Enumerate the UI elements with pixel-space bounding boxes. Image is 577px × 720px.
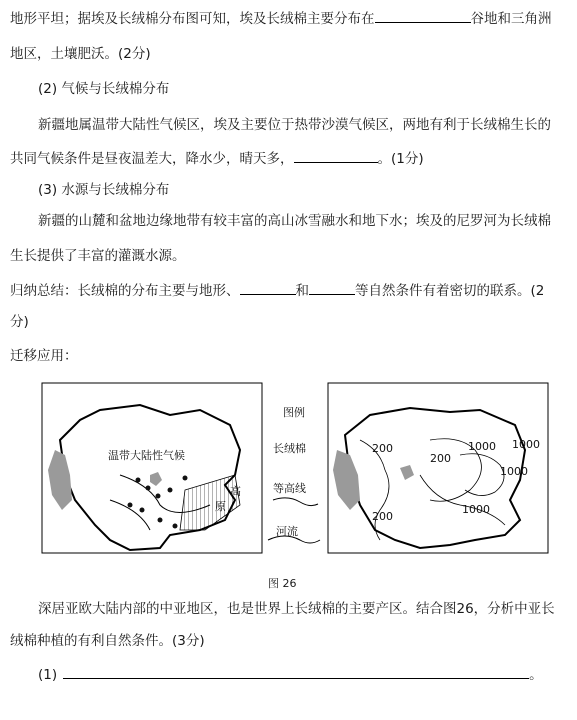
text-line-7: 新疆的山麓和盆地边缘地带有较丰富的高山冰雪融水和地下水；埃及的尼罗河为长绒棉 [38, 213, 551, 229]
answer-blank[interactable] [63, 664, 529, 679]
climate-label: 温带大陆性气候 [108, 449, 185, 462]
contour-label: 1000 [500, 465, 528, 478]
text-line-5 [10, 148, 424, 169]
right-map-outline [345, 408, 525, 548]
text-line-12: 深居亚欧大陆内部的中亚地区，也是世界上长绒棉的主要产区。结合图26，分析中亚长 [38, 601, 555, 617]
section-heading-3: (3) 水源与长绒棉分布 [38, 182, 170, 198]
text: 和 [295, 283, 309, 299]
text-line-11: 迁移应用： [10, 348, 78, 364]
contour-label: 1000 [462, 503, 490, 516]
caspian-sea-left [48, 450, 72, 510]
answer-blank[interactable] [375, 8, 471, 23]
text-line-13: 绒棉种植的有利自然条件。(3分) [10, 633, 205, 649]
text: 地形平坦；据埃及长绒棉分布图可知，埃及长绒棉主要分布在 [10, 11, 375, 27]
contour-label: 1000 [468, 440, 496, 453]
legend-contour-label: 等高线 [273, 482, 306, 495]
legend-title: 图例 [283, 406, 305, 419]
text-line-10: 分) [10, 314, 29, 330]
text-line-4: 新疆地属温带大陆性气候区，埃及主要位于热带沙漠气候区，两地有利于长绒棉生长的 [38, 117, 551, 133]
contour-1000-inner [460, 454, 504, 496]
contour-label: 1000 [512, 438, 540, 451]
contour-label: 200 [372, 510, 393, 523]
map-char-1: 高 [230, 485, 241, 498]
answer-blank[interactable] [294, 148, 378, 163]
contour-1000-south [420, 475, 505, 525]
figure-26-maps [0, 380, 577, 595]
aral-sea-right [400, 465, 414, 480]
map-char-2: 原 [215, 500, 226, 513]
contour-200 [360, 440, 389, 540]
text: (1) [38, 667, 58, 683]
section-heading-2: (2) 气候与长绒棉分布 [38, 81, 170, 97]
legend-cotton-label: 长绒棉 [273, 442, 306, 455]
answer-blank[interactable] [240, 280, 296, 295]
contour-label: 200 [430, 452, 451, 465]
text-line-14 [38, 664, 543, 685]
text-line-9 [10, 280, 544, 301]
legend-river-sample [268, 536, 320, 543]
text: 。(1分) [377, 151, 424, 167]
text: 等自然条件有着密切的联系。(2 [355, 283, 545, 299]
aral-sea-left [150, 472, 162, 486]
plateau-area [180, 475, 240, 530]
legend-river-label: 河流 [276, 525, 298, 538]
text-line-2: 地区，土壤肥沃。(2分) [10, 46, 151, 62]
text: 归纳总结：长绒棉的分布主要与地形、 [10, 283, 240, 299]
caspian-sea-right [333, 450, 360, 510]
contour-label: 200 [372, 442, 393, 455]
text-line-1 [10, 8, 552, 29]
answer-blank[interactable] [309, 280, 355, 295]
text: 共同气候条件是昼夜温差大，降水少，晴天多， [10, 151, 294, 167]
text: 谷地和三角洲 [470, 11, 552, 27]
legend-contour-sample [273, 498, 318, 506]
figure-caption: 图 26 [268, 577, 297, 590]
text-line-8: 生长提供了丰富的灌溉水源。 [10, 248, 186, 264]
text: 。 [529, 667, 543, 683]
